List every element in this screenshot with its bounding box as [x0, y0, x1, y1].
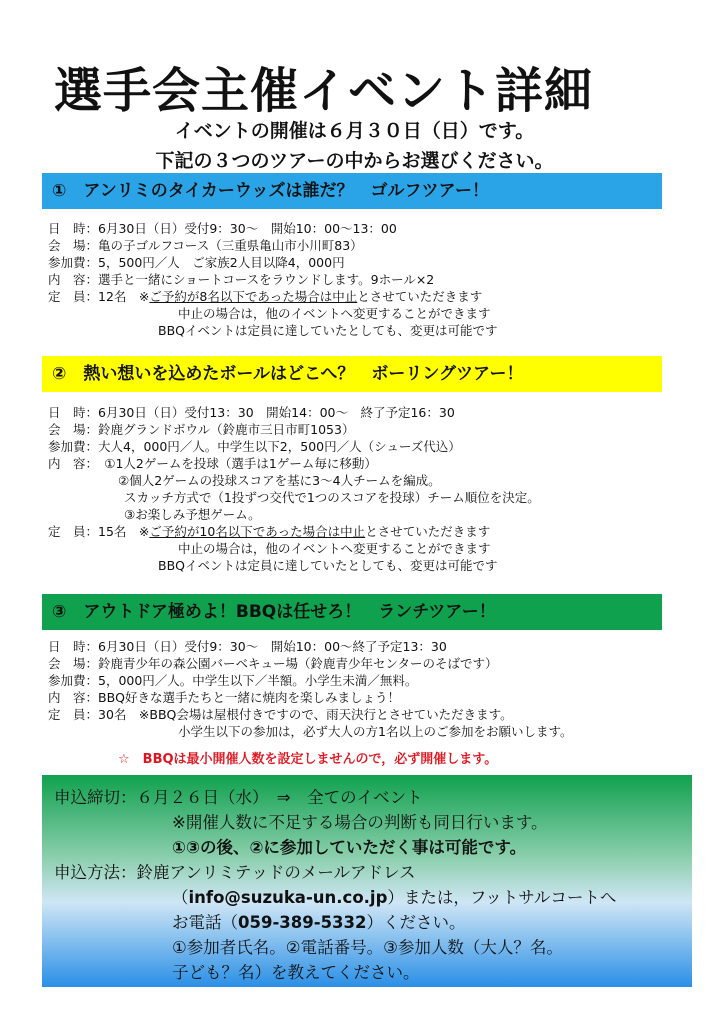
- signup-deadline: 申込締切：６月２６日（水） ⇒ 全てのイベント: [54, 788, 423, 807]
- tour3-capacity: 定 員：30名 ※BBQ会場は屋根付きですので、雨天決行とさせていただきます。: [48, 707, 513, 722]
- tour2-cancel-condition: ご予約が10名以下であった場合は中止: [149, 524, 366, 539]
- intro-date: イベントの開催は６月３０日（日）です。: [174, 120, 535, 142]
- tour2-details: [48, 404, 540, 574]
- tour3-bbq-guarantee-notice: ☆ BBQは最小開催人数を設定しませんので，必ず開催します。: [118, 752, 498, 767]
- signup-deadline-note: ※開催人数に不足する場合の判断も同日行います。: [172, 813, 548, 832]
- signup-method: 申込方法：鈴鹿アンリミテッドのメールアドレス: [54, 863, 416, 882]
- signup-email-line: [54, 885, 692, 910]
- tour2-content: 内 容： ①1人2ゲームを投球（選手は1ゲーム毎に移動）: [48, 456, 377, 471]
- tour1-details: [48, 220, 498, 339]
- tour2-header: ② 熱い想いを込めたボールはどこへ？ ボーリングツアー！: [42, 356, 662, 392]
- signup-phone-suffix: ）ください。: [366, 913, 466, 932]
- tour1-capacity-label: 定 員：12名 ※: [48, 289, 150, 304]
- tour1-note-change: 中止の場合は，他のイベントへ変更することができます: [178, 306, 491, 321]
- signup-combo-note: ①③の後、②に参加していただく事は可能です。: [172, 838, 527, 857]
- tour1-note-bbq: BBQイベントは定員に達していたとしても、変更は可能です: [158, 323, 498, 338]
- signup-phone[interactable]: 059-389-5332: [238, 913, 367, 932]
- tour1-fee: 参加費：5，500円／人 ご家族2人目以降4，000円: [48, 255, 345, 270]
- tour2-content-scotch: スカッチ方式で（1投ずつ交代で1つのスコアを投球）チーム順位を決定。: [124, 490, 540, 505]
- signup-instructions-1: ①参加者氏名。②電話番号。③参加人数（大人？名。: [172, 938, 563, 957]
- tour1-capacity: [48, 288, 498, 305]
- tour2-venue: 会 場：鈴鹿グランドボウル（鈴鹿市三日市町1053）: [48, 422, 355, 437]
- signup-panel: [42, 775, 692, 987]
- signup-instructions-2: 子ども？名）を教えてください。: [172, 963, 420, 982]
- tour1-capacity-suffix: とさせていただきます: [357, 289, 483, 304]
- tour2-fee: 参加費：大人4，000円／人。中学生以下2，500円／人（シューズ代込）: [48, 439, 461, 454]
- tour1-datetime: 日 時：6月30日（日）受付9：30～ 開始10：00～13：00: [48, 221, 397, 236]
- tour2-note-change: 中止の場合は，他のイベントへ変更することができます: [178, 541, 491, 556]
- tour2-capacity-label: 定 員：15名 ※: [48, 524, 150, 539]
- tour3-header: ③ アウトドア極めよ！BBQは任せろ！ ランチツアー！: [42, 594, 662, 630]
- tour2-content-team: ②個人2ゲームの投球スコアを基に3～4人チームを編成。: [118, 473, 441, 488]
- tour3-note-children: 小学生以下の参加は，必ず大人の方1名以上のご参加をお願いします。: [178, 724, 573, 739]
- tour3-content: 内 容：BBQ好きな選手たちと一緒に焼肉を楽しみましょう！: [48, 690, 400, 705]
- tour1-venue: 会 場：亀の子ゴルフコース（三重県亀山市小川町83）: [48, 238, 363, 253]
- tour3-datetime: 日 時：6月30日（日）受付9：30～ 開始10：00～終了予定13：30: [48, 639, 447, 654]
- tour2-note-bbq: BBQイベントは定員に達していたとしても、変更は可能です: [158, 558, 498, 573]
- tour2-datetime: 日 時：6月30日（日）受付13：30 開始14：00～ 終了予定16：30: [48, 405, 455, 420]
- signup-email-open: （: [172, 888, 189, 907]
- tour1-cancel-condition: ご予約が8名以下であった場合は中止: [149, 289, 358, 304]
- page-title: 選手会主催イベント詳細: [54, 63, 594, 119]
- tour3-venue: 会 場：鈴鹿青少年の森公園バーベキュー場（鈴鹿青少年センターのそばです）: [48, 656, 498, 671]
- tour3-fee: 参加費：5，000円／人。中学生以下／半額。小学生未満／無料。: [48, 673, 418, 688]
- tour3-details: [48, 638, 572, 740]
- tour1-content: 内 容：選手と一緒にショートコースをラウンドします。9ホール×2: [48, 272, 435, 287]
- tour2-capacity-suffix: とさせていただきます: [365, 524, 491, 539]
- signup-email[interactable]: info@suzuka-un.co.jp: [188, 888, 388, 907]
- tour2-capacity: [48, 523, 540, 540]
- signup-phone-line: [54, 910, 692, 935]
- tour2-content-game: ③お楽しみ予想ゲーム。: [124, 507, 261, 522]
- signup-phone-prefix: お電話（: [172, 913, 238, 932]
- intro-choose: 下記の３つのツアーの中からお選びください。: [155, 150, 554, 172]
- signup-email-rest: ）または，フットサルコートへ: [387, 888, 617, 907]
- tour1-header: ① アンリミのタイカーウッズは誰だ？ ゴルフツアー！: [42, 173, 662, 209]
